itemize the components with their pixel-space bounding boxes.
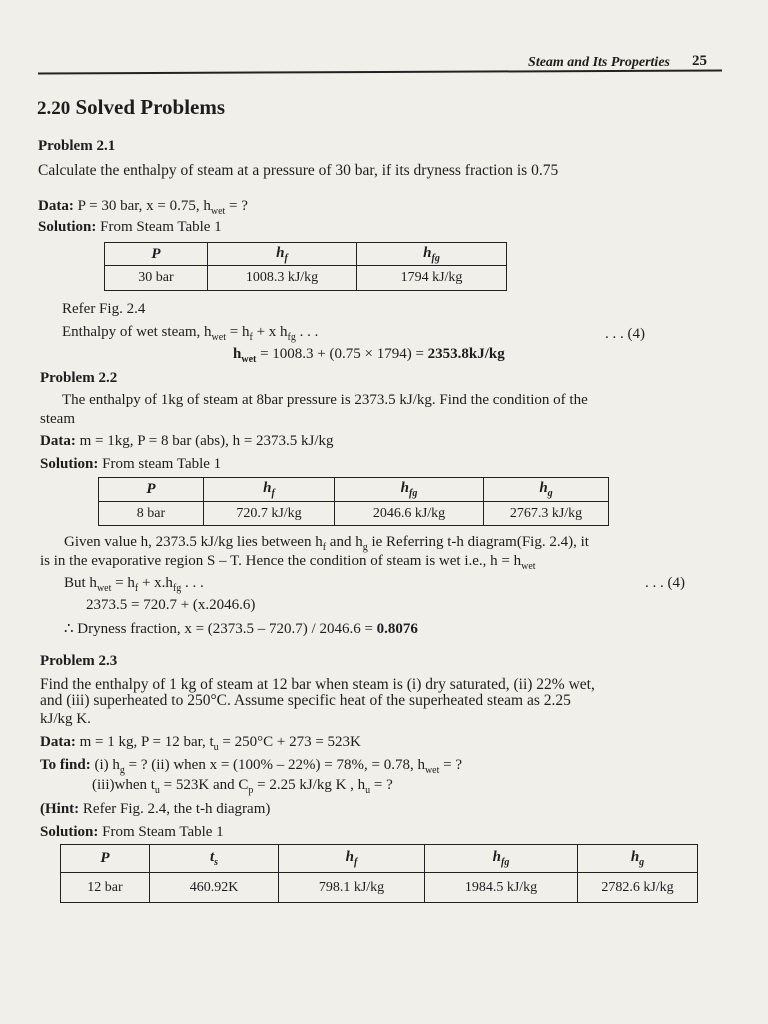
problem-2-2-data: Data: m = 1kg, P = 8 bar (abs), h = 2373.5 kJ/kg xyxy=(40,433,334,449)
table-header-cell: $h_f$ xyxy=(279,845,425,873)
steam-table-2-1 xyxy=(104,242,507,291)
page-number: 25 xyxy=(692,53,707,69)
section-number: 2.20 xyxy=(37,98,71,119)
table-cell: 720.7 kJ/kg xyxy=(204,502,335,526)
running-header-title: Steam and Its Properties xyxy=(528,55,670,70)
table-header-cell: $h_{fg}$ xyxy=(425,845,578,873)
table-cell: 1794 kJ/kg xyxy=(357,266,507,291)
table-header-cell: P xyxy=(105,243,208,266)
problem-2-2-but-line: But $h_{wet} = h_f + x.h_{fg}$ . . . xyxy=(64,575,204,594)
problem-2-1-result: 2353.8kJ/kg xyxy=(427,346,505,362)
equation-number: . . . (4) xyxy=(645,575,685,591)
header-rule xyxy=(38,70,722,75)
problem-2-2-result: 0.8076 xyxy=(376,621,418,637)
problem-2-2-given-line1: Given value h, 2373.5 kJ/kg lies between $h_f$ and $h_g$ ie Referring t-h diagram(Fig. 2.4), it xyxy=(64,534,589,553)
problem-2-1-refer: Refer Fig. 2.4 xyxy=(62,301,146,317)
problem-2-3-to-find: To find: (i) $h_g$ = ? (ii) when x = (100% – 22%) = 78%, = 0.78, $h_{wet}$ = ? xyxy=(40,757,463,776)
problem-2-3-data: Data: m = 1 kg, P = 12 bar, $t_u = 250^\circ C + 273 = 523K$ xyxy=(40,734,361,753)
problem-2-3-hint: (Hint: Refer Fig. 2.4, the t-h diagram) xyxy=(40,801,271,817)
table-header-cell: $h_f$ xyxy=(208,243,357,266)
problem-2-3-statement-line3: kJ/kg K. xyxy=(40,711,91,727)
table-header-cell: P xyxy=(99,478,204,502)
problem-2-2-calc: 2373.5 = 720.7 + (x.2046.6) xyxy=(86,597,256,613)
table-header-cell: $h_{fg}$ xyxy=(335,478,484,502)
problem-2-1-data: Data: P = 30 bar, x = 0.75, $h_{wet}$ = ? xyxy=(38,198,248,217)
problem-2-1-enthalpy-formula: Enthalpy of wet steam, $h_{wet} = h_f + x$ $h_{fg}$ . . . xyxy=(62,324,319,343)
problem-2-3-heading: Problem 2.3 xyxy=(40,653,118,669)
table-cell: 30 bar xyxy=(105,266,208,291)
problem-2-2-heading: Problem 2.2 xyxy=(40,370,118,386)
problem-2-2-solution: Solution: From steam Table 1 xyxy=(40,456,222,472)
problem-2-2-given-line2: is in the evaporative region S – T. Hence the condition of steam is wet i.e., $h = h_{wet}$ xyxy=(40,553,536,572)
table-header-cell: P xyxy=(61,845,150,873)
problem-2-3-to-find-line2: (iii)when $t_u = 523K$ and $C_p = 2.25$ kJ/kg K , $h_u$ = ? xyxy=(92,777,393,796)
problem-2-3-solution: Solution: From Steam Table 1 xyxy=(40,824,224,840)
table-header-cell: $h_g$ xyxy=(578,845,698,873)
table-header-cell: $h_f$ xyxy=(204,478,335,502)
table-cell: 460.92K xyxy=(150,873,279,903)
table-cell: 2767.3 kJ/kg xyxy=(484,502,609,526)
table-cell: 1984.5 kJ/kg xyxy=(425,873,578,903)
table-header-cell: $h_g$ xyxy=(484,478,609,502)
table-header-cell: $t_s$ xyxy=(150,845,279,873)
table-cell: 12 bar xyxy=(61,873,150,903)
problem-2-1-heading: Problem 2.1 xyxy=(38,138,116,154)
table-cell: 1008.3 kJ/kg xyxy=(208,266,357,291)
table-header-cell: $h_{fg}$ xyxy=(357,243,507,266)
steam-table-2-3 xyxy=(60,844,698,903)
equation-number: . . . (4) xyxy=(605,326,645,342)
section-heading xyxy=(37,95,225,120)
steam-table-2-2 xyxy=(98,477,609,526)
problem-2-1-result-line: $h_{wet} = 1008.3 + (0.75 \times 1794) = 2353.8kJ/kg$ xyxy=(233,346,505,365)
section-title: Solved Problems xyxy=(75,95,226,119)
problem-2-3-statement-line2: and (iii) superheated to 250°C. Assume specific heat of the superheated steam as 2.25 xyxy=(40,692,571,709)
problem-2-1-solution: Solution: From Steam Table 1 xyxy=(38,219,222,235)
table-cell: 2046.6 kJ/kg xyxy=(335,502,484,526)
problem-2-2-statement-line1: The enthalpy of 1kg of steam at 8bar pressure is 2373.5 kJ/kg. Find the condition of the xyxy=(62,392,588,408)
table-cell: 8 bar xyxy=(99,502,204,526)
problem-2-2-statement-line2: steam xyxy=(40,411,75,427)
problem-2-3-statement-line1: Find the enthalpy of 1 kg of steam at 12 bar when steam is (i) dry saturated, (ii) 22% wet, xyxy=(40,676,595,693)
table-cell: 798.1 kJ/kg xyxy=(279,873,425,903)
table-cell: 2782.6 kJ/kg xyxy=(578,873,698,903)
problem-2-1-statement: Calculate the enthalpy of steam at a pressure of 30 bar, if its dryness fraction is 0.75 xyxy=(38,162,559,179)
problem-2-2-dryness-line: ∴ Dryness fraction, x = (2373.5 – 720.7) / 2046.6 = 0.8076 xyxy=(64,621,418,637)
